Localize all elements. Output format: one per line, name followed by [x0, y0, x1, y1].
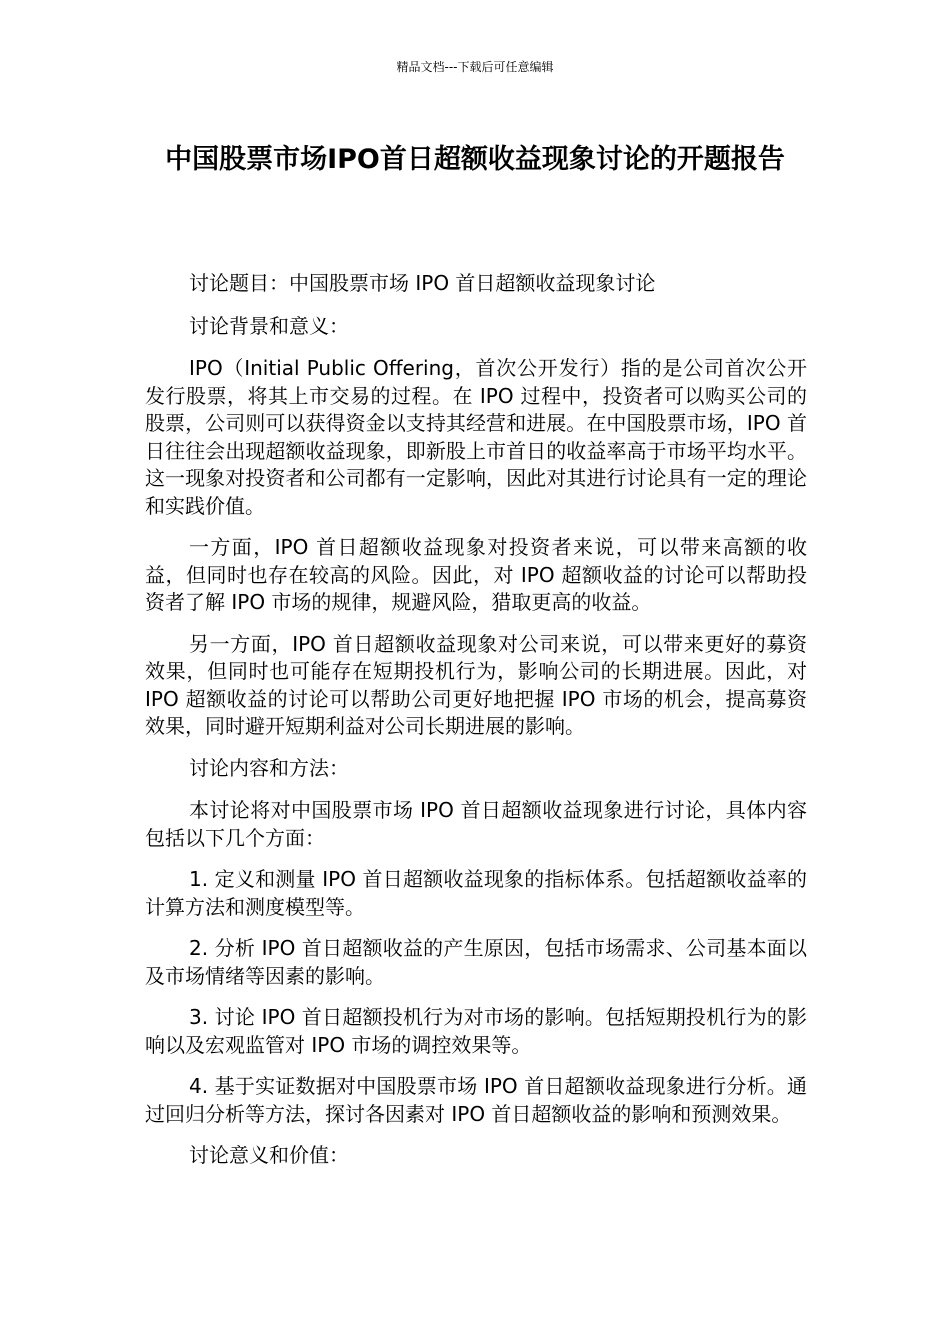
document-title: 中国股票市场IPO首日超额收益现象讨论的开题报告: [165, 144, 785, 175]
header-note: 精品文档---下载后可任意编辑: [396, 60, 554, 74]
paragraph-topic: 讨论题目：中国股票市场 IPO 首日超额收益现象讨论: [189, 271, 656, 295]
document-body: [145, 270, 807, 1185]
list-item-1: 1. 定义和测量 IPO 首日超额收益现象的指标体系。包括超额收益率的计算方法和测度模型等。: [145, 867, 807, 919]
paragraph-content-intro: 本讨论将对中国股票市场 IPO 首日超额收益现象进行讨论，具体内容包括以下几个方面：: [145, 798, 807, 850]
paragraph-investor-impact: 一方面，IPO 首日超额收益现象对投资者来说，可以带来高额的收益，但同时也存在较高的风险。因此，对 IPO 超额收益的讨论可以帮助投资者了解 IPO 市场的规律，规避风险，猎取更高的收益。: [145, 535, 807, 614]
list-item-3: 3. 讨论 IPO 首日超额投机行为对市场的影响。包括短期投机行为的影响以及宏观监管对 IPO 市场的调控效果等。: [145, 1005, 807, 1057]
paragraph-ipo-definition: IPO（Initial Public Offering，首次公开发行）指的是公司首次公开发行股票，将其上市交易的过程。在 IPO 过程中，投资者可以购买公司的股票，公司则可以获得资金以支持其经营和进展。在中国股票市场，IPO 首日往往会出现超额收益现象，即新股上市首日的收益率高于市场平均水平。这一现象对投资者和公司都有一定影响，因此对其进行讨论具有一定的理论和实践价值。: [145, 356, 807, 518]
section-heading-significance: 讨论意义和价值：: [189, 1143, 349, 1167]
paragraph-company-impact: 另一方面，IPO 首日超额收益现象对公司来说，可以带来更好的募资效果，但同时也可能存在短期投机行为，影响公司的长期进展。因此，对 IPO 超额收益的讨论可以帮助公司更好地把握 IPO 市场的机会，提高募资效果，同时避开短期利益对公司长期进展的影响。: [145, 631, 807, 738]
section-heading-content-method: 讨论内容和方法：: [189, 755, 349, 780]
section-heading-background: 讨论背景和意义：: [189, 313, 349, 338]
list-item-2: 2. 分析 IPO 首日超额收益的产生原因，包括市场需求、公司基本面以及市场情绪等因素的影响。: [145, 936, 807, 988]
list-item-4: 4. 基于实证数据对中国股票市场 IPO 首日超额收益现象进行分析。通过回归分析等方法，探讨各因素对 IPO 首日超额收益的影响和预测效果。: [145, 1074, 807, 1126]
